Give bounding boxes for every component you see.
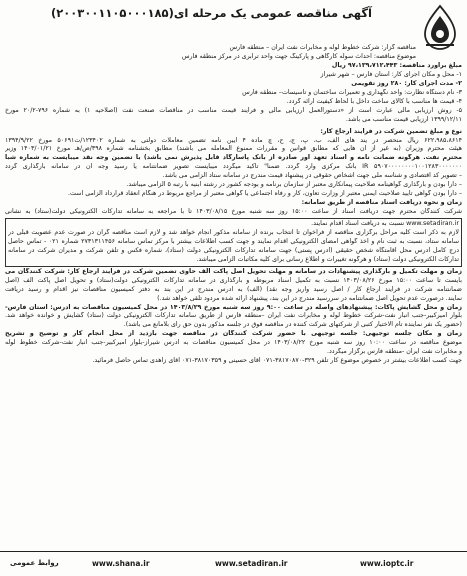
notice-line: زمان و محل گشایش پاکات: پیشنهادهای واصله در ساعت ۹:۰۰ روز سه شنبه مورخ ۱۴۰۳/۸/۲۹ در محل کمیسیون مناقصات به آدرس: استان فارس- — [5, 303, 462, 311]
notice-line: مناقصه گزار: شرکت خطوط لوله و مخابرات نفت ایران – منطقه فارس — [229, 44, 416, 51]
setadiran-link[interactable]: www.setadiran.ir — [215, 559, 288, 568]
notice-line: مبلغ برآورد مناقصه: ۹۷،۱۳۹،۷۱۲،۴۴۳ ریال — [331, 61, 462, 69]
notice-line: نوع و مبلغ تضمین شرکت در فرآیند ارجاع کار: — [320, 127, 462, 135]
notice-body — [5, 44, 462, 366]
notice-line: – تصویر کد اقتصادی و شناسه ملی جهت اشخاص حقوقی در پیشنهاد قیمت مندرج در سامانه ستاد الزامی می باشد. — [162, 172, 462, 180]
notice-line: نمایند. درصورت عدم تحویل اصل ضمانتنامه در سررسید مندرج در این بند، پیشنهاد ارائه شده مردود تلقی خواهد شد.) — [157, 294, 462, 302]
notice-line: هیئت محترم وزیران (به غیر از آن هایی که مطابق قوانین و مقررات ممنوع المعامله می باشند) مطابق بخشنامه شماره ۳۹۸/ص/هـ مورخ ۱۴۰۳/۰۱/۲۱ وزیر — [5, 145, 462, 153]
notice-line: تدارکات الکترونیکی دولت (ستاد) و هرگونه تغییرات و اطلاع رسانی برای کلیه مکاتبات الزامی میباشد. — [196, 255, 459, 263]
notice-line: ۳- نام دستگاه نظارت: واحد نگهداری و تعمیرات ساختمان و تأسیسات– منطقه فارس — [242, 88, 462, 96]
registration-note-box — [5, 218, 462, 267]
notice-line: ۱- محل و مکان اجرای کار: استان فارس – شهر شیراز — [320, 70, 462, 78]
notice-footer — [0, 551, 467, 576]
notice-line: زمان و نحوه دریافت اسناد مناقصه از طریق سامانه: — [301, 199, 462, 207]
public-relations-label: روابط عمومی — [10, 559, 59, 567]
notice-line: ۶۲۲،۹۸۵،۸۶۱۴ ریال منحصر در یند های الف، ب، پ، ج، ح، چ ماده ۴ آیین نامه تضمین معاملات دولتی به شماره ۱۲۳۴۰۲/ت۵۰۶۹۱ مورخ ۱۳۹۴/۹/۲۲ — [5, 136, 462, 144]
notice-line: جهت کسب اطلاعات بیشتر در خصوص موضوع کار تلفن ۳۲۹-۳۸۱۷۰۸۷۰-۰۷۱ آقای حسینی و ۳۸۱۷۰۳۵۹-۰۷۱ آقای زاهدی تماس حاصل فرمائید. — [92, 357, 462, 365]
notice-line: شرکت کنندگان محترم جهت دریافت اسناد از ساعت ۱۵:۰۰ روز سه شنبه مورخ ۱۴۰۳/۰۸/۱۵ تا با مراجعه به سامانه تدارکات الکترونیکی دولت(ستاد) به نشانی — [5, 208, 462, 216]
notice-line: زمان و مهلت تکمیل و بارگذاری پیشنهادات در سامانه و مهلت تحویل اصل پاکت الف حاوی تضمین شرکت در فرآیند ارجاع کار: شرکت کنندگان می — [5, 267, 462, 275]
notice-line: ضمانتنامه شرکت در فرآیند ارجاع کار / اصل رسید واریز وجه نقد) (الف) به آدرس مندرج در این بند به دفتر کمیسیون مناقصات نیز اقدام و رسید دریافت — [5, 285, 462, 293]
notice-line: و مخابرات نفت ایران -منطقه فارس برگزار میگردد. — [326, 348, 462, 356]
notice-line: بلوار امیرکبیر-جنب انبار نفت-شرکت خطوط لوله و مخابرات نفت ایران –منطقه فارس از طریق سامانه تدارکات الکترونیکی دولت (ستاد) گشایش و خوانده خواهد شد. — [5, 312, 462, 320]
notice-line: بایست تا ساعت ۱۵:۰۰ مورخ ۱۴۰۳/۰۸/۲۶ نسبت به تکمیل اسناد مربوطه و بارگذاری در سامانه تدارکات الکترونیکی دولت(ستاد) و تحویل اصل پاکت الف (اصل — [5, 276, 462, 284]
notice-line: محترم نفت. هرگونه ضمانت نامه و اسناد تعهد آور صادره از بانک پاسارگاد قابل پذیرش نمی باشد) با تضمین وجه نقد میبایست به شماره شبا — [5, 154, 462, 162]
notice-line: (حضور یک نفر نماینده تام الاختیار کتبی از شرکتهای شرکت کننده در مناقصه فوق در جلسه مذکور بدون حق رای بلامانع می باشد). — [123, 321, 462, 329]
notice-title: آگهی مناقصه عمومی یک مرحله ای(۲۰۰۳۰۰۱۱۰۵۰۰۰۱۸۵) — [50, 6, 372, 20]
notice-line: درج کامل آدرس محل اقامتگاه شخص حقیقی (آدرس پستی) جهت سامانه تدارکات الکترونیکی دولت (ستاد)، شماره فکس و تلفن شرکت و مدیران شرکت در سامانه — [8, 246, 459, 254]
notice-line: ۲- مدت اجرای کار: ۲۸۰ روز تقویمی — [351, 79, 462, 87]
notice-line: ۱۳۹۹/۱۲/۱۱ ارزیابی قیمت مناسب می باشد. — [345, 115, 462, 123]
notice-line: www.setadiran.ir نسبت به دریافت اسناد اقدام نمایند. — [311, 220, 459, 228]
notice-line: – دارا بودن و بارگذاری گواهینامه صلاحیت پیمانکاری معتبر از سازمان برنامه و بودجه کشور در رشته ابنیه با رتبه ۵ الزامی میباشد. — [126, 181, 462, 189]
notice-line: زمان و مکان جلسه توجیهی: جلسه توجیهی با حضور شرکت کنندگان در مناقصه جهت بازدید از محل انجام کار و توضیح و تشریح — [5, 330, 462, 338]
notice-line: سامانه ستاد، نسبت به ثبت نام و اخذ گواهی امضای الکترونیکی اقدام نمایند و جهت کسب اطلاعات بیشتر با مرکز تماس سامانه ۲۷۳۱۳۱۱۴۵۶ شماره ۰۲۱ - تماس حاصل — [8, 237, 459, 245]
company-logo-icon — [420, 4, 460, 50]
notice-line: ۴- قیمت ها مناسب با کالای ساخت داخل با لحاظ کیفیت ارائه گردد. — [286, 97, 462, 105]
notice-line: موضوع مناقصه: احداث سوله کارگاهی و پارکینگ جهت واحد ترابری در مرکز منطقه فارس — [181, 52, 416, 60]
notice-line: لازم به ذکر است کلیه مراحل برگزاری مناقصه از فراخوان تا انتخاب برنده از سامانه مذکور انجام خواهد شد و لازم است مناقصه گران در صورت عدم عضویت قبلی در — [8, 228, 459, 236]
ioptc-link[interactable]: www.ioptc.ir — [360, 559, 414, 568]
notice-header — [5, 4, 462, 44]
notice-line: – دارا بودن گواهی تایید صلاحیت ایمنی معتبر از وزارت تعاون، کار و رفاه اجتماعی یا گواهی معتبر از مراجع مربوط در هنگام انعقاد قرارداد الزامی است. — [68, 190, 462, 198]
shana-link[interactable]: www.shana.ir — [92, 559, 150, 568]
notice-line: IR ۵۹۰۷۰۰۰۰۰۰۰۰۱۰۰۱۲۸۳۰۰۰۰۰۰۰ بانک مرکزی وارد گردد. ضمنا" تاکید میگردد میبایست تصویر ضمانتنامه یا رسید وجه آن در سامانه بارگذاری گردد — [5, 163, 462, 171]
notice-line: ۵- روش ارزیابی مالی عبارت است از «دستورالعمل ارزیابی مالی و فرآیند قیمت مناسب در مناقصات صنعت نفت (اصلاحیه ۱) به شماره ۷۹۶-۲۰/۲ مورخ — [5, 106, 462, 114]
notice-line: موضوع مناقصه در ساعت ۱۰:۰۰ روز سه شنبه مورخ ۱۴۰۳/۰۸/۲۲ در محل کمیسیون مناقصات به آدرس شیراز-بلوار امیرکبیر-جنب انبار نفت-شرکت خطوط لوله — [5, 339, 462, 347]
